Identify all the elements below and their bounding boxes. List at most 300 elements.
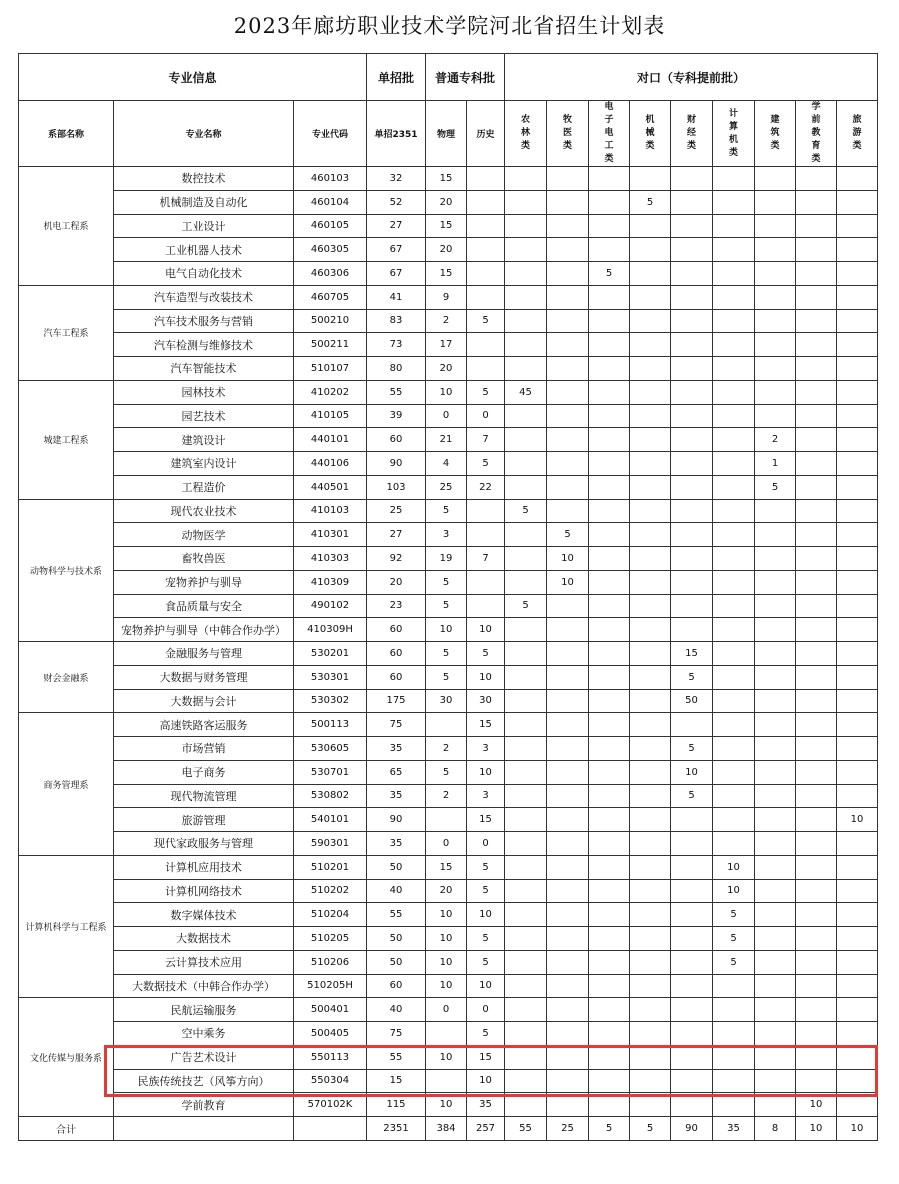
value-cell: 15 (467, 1045, 505, 1069)
value-cell (589, 808, 630, 832)
value-cell (796, 309, 837, 333)
value-cell (630, 784, 671, 808)
value-cell: 35 (367, 784, 426, 808)
value-cell (505, 452, 547, 476)
value-cell (505, 832, 547, 856)
single-batch-header: 单招批 (367, 54, 426, 101)
value-cell (671, 214, 713, 238)
value-cell: 103 (367, 475, 426, 499)
table-row (19, 1045, 878, 1069)
value-cell (671, 808, 713, 832)
value-cell (630, 309, 671, 333)
single-total-header: 单招2351 (367, 101, 426, 167)
value-cell (589, 784, 630, 808)
value-cell: 0 (467, 832, 505, 856)
value-cell: 5 (426, 594, 467, 618)
dept-name-cell: 机电工程系 (19, 167, 114, 286)
value-cell (837, 618, 878, 642)
major-name-header: 专业名称 (114, 101, 294, 167)
value-cell (671, 832, 713, 856)
value-cell (796, 855, 837, 879)
value-cell: 5 (505, 594, 547, 618)
major-code-cell: 530201 (294, 642, 367, 666)
category-header (796, 101, 837, 167)
value-cell (589, 1045, 630, 1069)
value-cell (630, 974, 671, 998)
major-code-cell: 530701 (294, 760, 367, 784)
table-row (19, 713, 878, 737)
value-cell (796, 167, 837, 191)
value-cell (671, 309, 713, 333)
table-row (19, 879, 878, 903)
value-cell: 5 (467, 642, 505, 666)
value-cell (426, 808, 467, 832)
value-cell (547, 974, 589, 998)
value-cell (630, 642, 671, 666)
value-cell (630, 879, 671, 903)
value-cell (837, 333, 878, 357)
value-cell (837, 523, 878, 547)
value-cell (671, 1093, 713, 1117)
value-cell (467, 499, 505, 523)
value-cell: 25 (367, 499, 426, 523)
major-name-cell: 空中乘务 (114, 1022, 294, 1046)
value-cell (796, 238, 837, 262)
value-cell (837, 380, 878, 404)
value-cell (796, 1022, 837, 1046)
value-cell (630, 499, 671, 523)
value-cell (755, 1045, 796, 1069)
value-cell (755, 665, 796, 689)
value-cell (837, 1069, 878, 1093)
value-cell (505, 784, 547, 808)
value-cell (671, 1045, 713, 1069)
value-cell (837, 547, 878, 571)
value-cell (547, 452, 589, 476)
value-cell (671, 855, 713, 879)
table-row (19, 665, 878, 689)
value-cell (796, 594, 837, 618)
value-cell: 35 (367, 737, 426, 761)
value-cell: 4 (426, 452, 467, 476)
value-cell: 0 (467, 998, 505, 1022)
value-cell: 5 (713, 903, 755, 927)
value-cell (589, 404, 630, 428)
major-name-cell: 机械制造及自动化 (114, 190, 294, 214)
value-cell (837, 285, 878, 309)
major-code-cell: 500211 (294, 333, 367, 357)
value-cell (505, 998, 547, 1022)
total-value-cell: 10 (837, 1117, 878, 1141)
value-cell (630, 452, 671, 476)
value-cell (505, 238, 547, 262)
value-cell (547, 404, 589, 428)
value-cell (671, 927, 713, 951)
value-cell (467, 238, 505, 262)
value-cell (547, 475, 589, 499)
major-name-cell: 数控技术 (114, 167, 294, 191)
value-cell: 5 (671, 784, 713, 808)
value-cell (547, 784, 589, 808)
value-cell (713, 262, 755, 286)
value-cell (630, 927, 671, 951)
major-code-cell: 510206 (294, 950, 367, 974)
value-cell (713, 594, 755, 618)
major-code-cell: 510201 (294, 855, 367, 879)
value-cell (796, 784, 837, 808)
value-cell (796, 737, 837, 761)
value-cell: 7 (467, 428, 505, 452)
value-cell: 23 (367, 594, 426, 618)
value-cell (589, 214, 630, 238)
value-cell (755, 238, 796, 262)
value-cell (505, 618, 547, 642)
major-code-cell: 440106 (294, 452, 367, 476)
value-cell (796, 452, 837, 476)
value-cell (630, 618, 671, 642)
value-cell (630, 214, 671, 238)
value-cell (630, 475, 671, 499)
value-cell (630, 760, 671, 784)
value-cell (589, 927, 630, 951)
major-code-cell: 500210 (294, 309, 367, 333)
value-cell: 10 (713, 855, 755, 879)
value-cell (671, 998, 713, 1022)
value-cell (755, 618, 796, 642)
major-name-cell: 汽车检测与维修技术 (114, 333, 294, 357)
major-code-cell: 510204 (294, 903, 367, 927)
value-cell (630, 167, 671, 191)
value-cell (713, 570, 755, 594)
value-cell (505, 262, 547, 286)
value-cell (796, 927, 837, 951)
major-name-cell: 工程造价 (114, 475, 294, 499)
table-row (19, 618, 878, 642)
value-cell (505, 1045, 547, 1069)
dept-name-cell: 城建工程系 (19, 380, 114, 499)
value-cell (547, 903, 589, 927)
category-label: 学前教育类 (811, 102, 821, 164)
value-cell (505, 190, 547, 214)
value-cell (837, 1045, 878, 1069)
value-cell: 175 (367, 689, 426, 713)
total-value-cell: 35 (713, 1117, 755, 1141)
value-cell (837, 974, 878, 998)
value-cell (589, 713, 630, 737)
value-cell: 20 (367, 570, 426, 594)
value-cell: 67 (367, 238, 426, 262)
value-cell (426, 1069, 467, 1093)
table-row (19, 309, 878, 333)
value-cell (589, 737, 630, 761)
value-cell: 75 (367, 713, 426, 737)
value-cell (671, 452, 713, 476)
value-cell: 15 (426, 214, 467, 238)
value-cell: 0 (467, 404, 505, 428)
total-row (19, 1117, 878, 1141)
value-cell (713, 452, 755, 476)
value-cell (505, 974, 547, 998)
value-cell: 5 (467, 380, 505, 404)
value-cell: 22 (467, 475, 505, 499)
value-cell: 5 (547, 523, 589, 547)
category-label: 电子电工类 (604, 102, 614, 164)
dept-name-cell: 汽车工程系 (19, 285, 114, 380)
major-name-cell: 计算机应用技术 (114, 855, 294, 879)
value-cell (796, 1045, 837, 1069)
value-cell: 5 (467, 950, 505, 974)
value-cell (505, 903, 547, 927)
value-cell (713, 784, 755, 808)
value-cell (796, 523, 837, 547)
value-cell: 2 (426, 784, 467, 808)
value-cell (671, 570, 713, 594)
value-cell: 15 (671, 642, 713, 666)
value-cell: 5 (755, 475, 796, 499)
value-cell: 5 (426, 665, 467, 689)
value-cell (589, 1093, 630, 1117)
table-row (19, 998, 878, 1022)
value-cell (505, 309, 547, 333)
major-name-cell: 数字媒体技术 (114, 903, 294, 927)
table-row (19, 404, 878, 428)
major-name-cell: 金融服务与管理 (114, 642, 294, 666)
major-name-cell: 大数据技术（中韩合作办学） (114, 974, 294, 998)
value-cell (671, 499, 713, 523)
value-cell: 50 (367, 855, 426, 879)
value-cell (796, 760, 837, 784)
value-cell (547, 167, 589, 191)
major-code-cell: 530802 (294, 784, 367, 808)
value-cell (630, 570, 671, 594)
value-cell (713, 618, 755, 642)
major-code-cell: 510205 (294, 927, 367, 951)
value-cell (671, 333, 713, 357)
table-row (19, 262, 878, 286)
value-cell (755, 879, 796, 903)
value-cell (713, 523, 755, 547)
value-cell (630, 357, 671, 381)
value-cell (796, 357, 837, 381)
value-cell (547, 618, 589, 642)
major-name-cell: 汽车智能技术 (114, 357, 294, 381)
value-cell (796, 903, 837, 927)
category-header (547, 101, 589, 167)
value-cell (755, 974, 796, 998)
value-cell (837, 879, 878, 903)
value-cell (796, 547, 837, 571)
value-cell: 27 (367, 523, 426, 547)
value-cell (713, 475, 755, 499)
value-cell: 10 (467, 974, 505, 998)
table-row (19, 832, 878, 856)
value-cell (796, 808, 837, 832)
value-cell: 5 (467, 855, 505, 879)
major-name-cell: 园艺技术 (114, 404, 294, 428)
value-cell (837, 167, 878, 191)
value-cell: 73 (367, 333, 426, 357)
value-cell (671, 974, 713, 998)
value-cell (755, 998, 796, 1022)
value-cell (713, 1045, 755, 1069)
major-name-cell: 动物医学 (114, 523, 294, 547)
value-cell (755, 760, 796, 784)
major-name-cell: 工业机器人技术 (114, 238, 294, 262)
value-cell (630, 1022, 671, 1046)
total-value-cell: 8 (755, 1117, 796, 1141)
value-cell (671, 879, 713, 903)
value-cell (755, 285, 796, 309)
value-cell (589, 452, 630, 476)
table-row (19, 642, 878, 666)
value-cell: 5 (713, 950, 755, 974)
value-cell (630, 285, 671, 309)
value-cell (467, 167, 505, 191)
major-code-cell: 530301 (294, 665, 367, 689)
value-cell (547, 499, 589, 523)
value-cell (467, 333, 505, 357)
table-row (19, 452, 878, 476)
major-code-cell: 510205H (294, 974, 367, 998)
table-row (19, 547, 878, 571)
value-cell (630, 1069, 671, 1093)
value-cell: 41 (367, 285, 426, 309)
value-cell (505, 642, 547, 666)
value-cell (713, 380, 755, 404)
value-cell (547, 760, 589, 784)
value-cell (505, 214, 547, 238)
major-code-header: 专业代码 (294, 101, 367, 167)
value-cell (467, 262, 505, 286)
value-cell (755, 380, 796, 404)
table-row (19, 760, 878, 784)
table-row (19, 808, 878, 832)
major-code-cell: 460105 (294, 214, 367, 238)
value-cell (505, 1022, 547, 1046)
value-cell: 20 (426, 357, 467, 381)
value-cell (547, 879, 589, 903)
value-cell (837, 737, 878, 761)
major-name-cell: 汽车技术服务与营销 (114, 309, 294, 333)
major-code-cell: 570102K (294, 1093, 367, 1117)
value-cell (505, 950, 547, 974)
value-cell: 27 (367, 214, 426, 238)
value-cell: 25 (426, 475, 467, 499)
major-name-cell: 汽车造型与改装技术 (114, 285, 294, 309)
total-value-cell: 10 (796, 1117, 837, 1141)
value-cell (547, 950, 589, 974)
value-cell (713, 285, 755, 309)
category-label: 机械类 (645, 115, 655, 151)
value-cell (547, 665, 589, 689)
value-cell (671, 618, 713, 642)
value-cell (630, 1045, 671, 1069)
value-cell (547, 428, 589, 452)
value-cell (713, 357, 755, 381)
value-cell: 50 (367, 927, 426, 951)
value-cell (505, 665, 547, 689)
value-cell: 10 (426, 903, 467, 927)
major-code-cell: 460705 (294, 285, 367, 309)
value-cell: 10 (796, 1093, 837, 1117)
value-cell: 10 (547, 547, 589, 571)
value-cell (713, 713, 755, 737)
table-row (19, 357, 878, 381)
table-row (19, 380, 878, 404)
value-cell: 60 (367, 428, 426, 452)
value-cell (630, 950, 671, 974)
value-cell (630, 808, 671, 832)
value-cell (713, 737, 755, 761)
major-name-cell: 宠物养护与驯导 (114, 570, 294, 594)
value-cell (630, 523, 671, 547)
value-cell (630, 832, 671, 856)
value-cell: 10 (426, 1093, 467, 1117)
value-cell (755, 404, 796, 428)
value-cell (547, 1093, 589, 1117)
value-cell (589, 903, 630, 927)
value-cell: 20 (426, 190, 467, 214)
table-row (19, 475, 878, 499)
total-value-cell: 90 (671, 1117, 713, 1141)
value-cell (713, 167, 755, 191)
value-cell: 40 (367, 998, 426, 1022)
value-cell (589, 760, 630, 784)
value-cell (505, 737, 547, 761)
value-cell (671, 167, 713, 191)
table-row (19, 333, 878, 357)
value-cell (467, 570, 505, 594)
value-cell: 83 (367, 309, 426, 333)
value-cell (755, 1022, 796, 1046)
value-cell (467, 214, 505, 238)
table-row (19, 784, 878, 808)
value-cell: 10 (837, 808, 878, 832)
major-name-cell: 建筑设计 (114, 428, 294, 452)
value-cell: 5 (505, 499, 547, 523)
value-cell: 10 (426, 618, 467, 642)
major-code-cell: 410309 (294, 570, 367, 594)
value-cell (547, 713, 589, 737)
value-cell (671, 475, 713, 499)
major-code-cell: 410105 (294, 404, 367, 428)
value-cell (713, 1069, 755, 1093)
value-cell (589, 238, 630, 262)
enrollment-plan-table (18, 53, 878, 1141)
value-cell (713, 238, 755, 262)
major-name-cell: 电子商务 (114, 760, 294, 784)
value-cell (630, 404, 671, 428)
value-cell (796, 713, 837, 737)
value-cell (589, 1022, 630, 1046)
value-cell (589, 594, 630, 618)
value-cell (630, 1093, 671, 1117)
value-cell (589, 950, 630, 974)
value-cell: 55 (367, 380, 426, 404)
value-cell (671, 404, 713, 428)
value-cell (547, 1022, 589, 1046)
category-header (837, 101, 878, 167)
value-cell (505, 475, 547, 499)
value-cell (547, 855, 589, 879)
value-cell (547, 238, 589, 262)
value-cell: 20 (426, 879, 467, 903)
major-code-cell: 550304 (294, 1069, 367, 1093)
category-label: 牧医类 (562, 115, 572, 151)
category-header (755, 101, 796, 167)
value-cell: 60 (367, 974, 426, 998)
value-cell (547, 642, 589, 666)
